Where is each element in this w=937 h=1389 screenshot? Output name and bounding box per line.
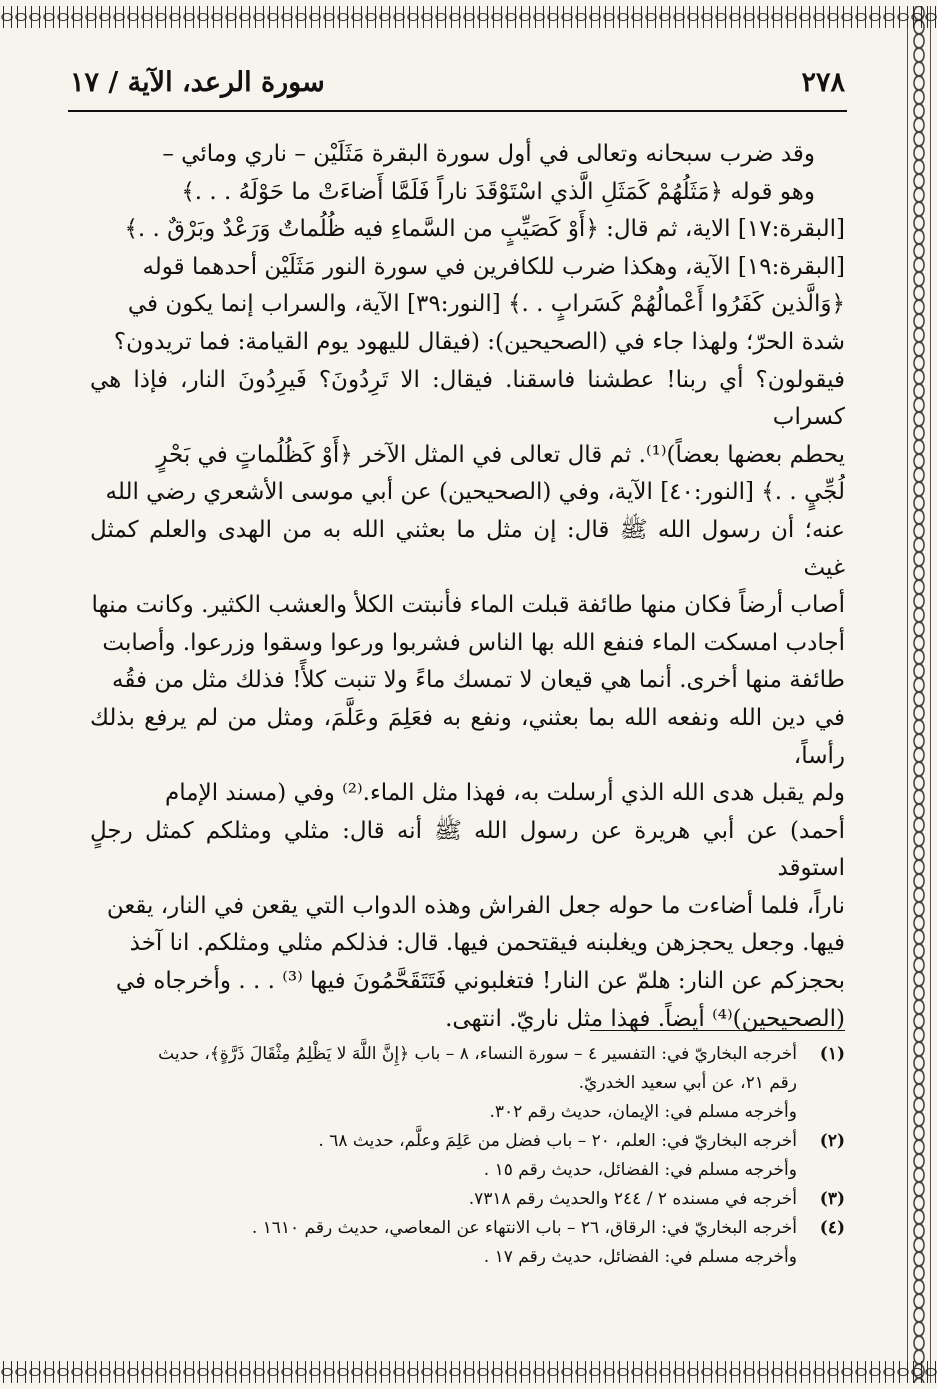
body-line: ﴿وَالَّذين كَفَرُوا أَعْمالُهُمْ كَسَرابٍ . .﴾ [النور:٣٩] الآية، والسراب إنما يكون في — [127, 291, 845, 318]
body-line: ولم يقبل هدى الله الذي أرسلت به، فهذا مثل الماء.⁽²⁾ وفي (مسند الإمام — [165, 780, 845, 807]
body-line: شدة الحرّ؛ ولهذا جاء في (الصحيحين): (فيقال لليهود يوم القيامة: فما تريدون؟ — [113, 328, 845, 355]
footnote-4 — [110, 1214, 845, 1272]
footnote-number: (٤) — [819, 1218, 845, 1238]
body-line: عنه؛ أن رسول الله ﷺ قال: إن مثل ما بعثني الله به من الهدى والعلم كمثل غيث — [90, 516, 845, 581]
body-line: [البقرة:١٧] الاية، ثم قال: ﴿أَوْ كَصَيِّبٍ من السَّماءِ فيه ظُلُماتٌ وَرَعْدٌ وبَرْقٌ . .﴾ — [124, 216, 845, 243]
footnote-line: أخرجه البخاريّ في: الرقاق، ٢٦ – باب الانتهاء عن المعاصي، حديث رقم ١٦١٠ . — [251, 1218, 797, 1238]
body-line: وقد ضرب سبحانه وتعالى في أول سورة البقرة مَثَلَيْن – ناري ومائي – — [162, 141, 815, 167]
body-line: بحجزكم عن النار: هلمّ عن النار! فتغلبوني فَتَتَقَحَّمُونَ فيها ⁽³⁾ . . . وأخرجاه في — [115, 968, 845, 995]
footnote-number: (١) — [819, 1044, 845, 1064]
body-line: أحمد) عن أبي هريرة عن رسول الله ﷺ أنه قال: مثلي ومثلكم كمثل رجلٍ استوقد — [90, 817, 845, 882]
running-title: سورة الرعد، الآية / ١٧ — [70, 66, 325, 98]
ornamental-border-top — [0, 6, 937, 28]
body-line: أجادب امسكت الماء فنفع الله بها الناس فشربوا ورعوا وسقوا وزرعوا. وأصابت — [102, 629, 845, 656]
body-line: وهو قوله ﴿مَثَلُهُمْ كَمَثَلِ الَّذي اسْتَوْقَدَ ناراً فَلَمَّا أَضاءَتْ ما حَوْلَهُ . . .﴾ — [181, 178, 815, 205]
footnote-line: أخرجه البخاريّ في: العلم، ٢٠ – باب فضل من عَلِمَ وعلَّم، حديث ٦٨ . — [318, 1131, 797, 1151]
body-line: لُجِّيٍ . .﴾ [النور:٤٠] الآية، وفي (الصحيحين) عن أبي موسى الأشعري رضي الله — [105, 479, 845, 506]
body-line: [البقرة:١٩] الآية، وهكذا ضرب للكافرين في سورة النور مَثَلَيْن أحدهما قوله — [142, 253, 845, 280]
body-line: (الصحيحين)⁽⁴⁾ أيضاً. فهذا مثل ناريّ. انتهى. — [445, 1005, 845, 1032]
footnote-3 — [110, 1185, 845, 1214]
body-line: فيها. وجعل يحجزهن ويغلبنه فيقتحمن فيها. قال: فذلكم مثلي ومثلكم. انا آخذ — [129, 930, 845, 957]
footnote-line: وأخرجه مسلم في: الإيمان، حديث رقم ٣٠٢. — [489, 1102, 797, 1122]
footnotes — [110, 1040, 845, 1272]
ornamental-border-right — [907, 6, 931, 1383]
body-line: ناراً، فلما أضاءت ما حوله جعل الفراش وهذه الدواب التي يقعن في النار، يقعن — [106, 892, 845, 919]
body-text — [90, 136, 845, 1038]
body-line: في دين الله ونفعه الله بما بعثني، ونفع به فعَلِمَ وعَلَّمَ، ومثل من لم يرفع بذلك رأساً، — [90, 704, 845, 769]
body-line: فيقولون؟ أي ربنا! عطشنا فاسقنا. فيقال: الا تَرِدُونَ؟ فَيرِدُونَ النار، فإذا هي كسراب — [90, 366, 845, 431]
footnote-line: وأخرجه مسلم في: الفضائل، حديث رقم ١٧ . — [483, 1247, 797, 1267]
footnote-1 — [110, 1040, 845, 1127]
body-line: يحطم بعضها بعضاً)⁽¹⁾. ثم قال تعالى في المثل الآخر ﴿أَوْ كَظُلُماتٍ في بَحْرٍ — [156, 441, 845, 468]
page-number: ٢٧٨ — [801, 66, 845, 98]
footnote-line: وأخرجه مسلم في: الفضائل، حديث رقم ١٥ . — [483, 1160, 797, 1180]
ornamental-border-bottom — [0, 1361, 937, 1383]
footnote-line: أخرجه في مسنده ٢ / ٢٤٤ والحديث رقم ٧٣١٨. — [468, 1189, 797, 1209]
footnote-line: رقم ٢١، عن أبي سعيد الخدريّ. — [578, 1073, 797, 1093]
body-line: طائفة منها أخرى. أنما هي قيعان لا تمسك ماءً ولا تنبت كلأً! فذلك مثل من فقُه — [112, 667, 845, 694]
footnote-number: (٢) — [819, 1131, 845, 1151]
footnote-rule — [590, 1030, 845, 1031]
footnote-2 — [110, 1127, 845, 1185]
footnote-line: أخرجه البخاريّ في: التفسير ٤ – سورة النساء، ٨ – باب ﴿إِنَّ اللَّهَ لا يَظْلِمُ مِثْقَالَ ذَرَّةٍ﴾، حديث — [158, 1044, 797, 1064]
header-rule — [68, 110, 847, 112]
footnote-number: (٣) — [819, 1189, 845, 1209]
body-line: أصاب أرضاً فكان منها طائفة قبلت الماء فأنبتت الكلأ والعشب الكثير. وكانت منها — [91, 592, 845, 619]
page-header — [70, 60, 845, 104]
